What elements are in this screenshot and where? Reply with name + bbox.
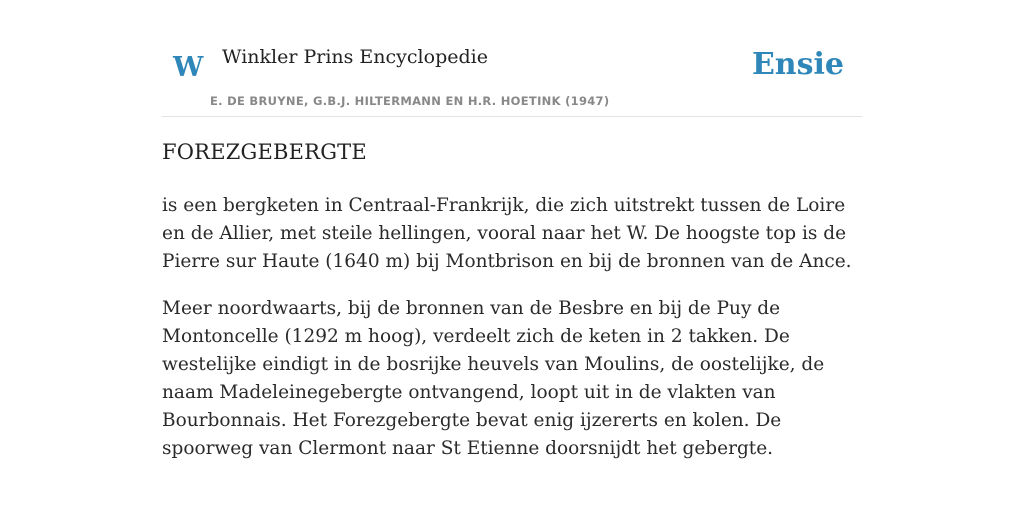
source-header: [162, 40, 862, 117]
article-headword: FOREZGEBERGTE: [162, 140, 367, 164]
source-title[interactable]: Winkler Prins Encyclopedie: [222, 46, 488, 68]
article-paragraph: is een bergketen in Centraal-Frankrijk, die zich uitstrekt tussen de Loire en de Allier, met steile hellingen, vooral naar het W. De hoogste top is de Pierre sur Haute (1640 m) bij Montbrison en bij de bronnen van de Ance.: [162, 195, 852, 272]
ensie-logo-link[interactable]: Ensie: [751, 47, 844, 82]
article-body: [162, 192, 862, 482]
source-authors: E. DE BRUYNE, G.B.J. HILTERMANN EN H.R. HOETINK (1947): [210, 94, 610, 108]
winkler-prins-logo-icon[interactable]: W: [173, 52, 204, 83]
article-paragraph: Meer noordwaarts, bij de bronnen van de Besbre en bij de Puy de Montoncelle (1292 m hoog), verdeelt zich de keten in 2 takken. De westelijke eindigt in de bosrijke heuvels van Moulins, de oostelijke, de naam Madeleinegebergte ontvangend, loopt uit in de vlakten van Bourbonnais. Het Forezgebergte bevat enig ijzererts en kolen. De spoorweg van Clermont naar St Etienne doorsnijdt het gebergte.: [162, 298, 825, 459]
